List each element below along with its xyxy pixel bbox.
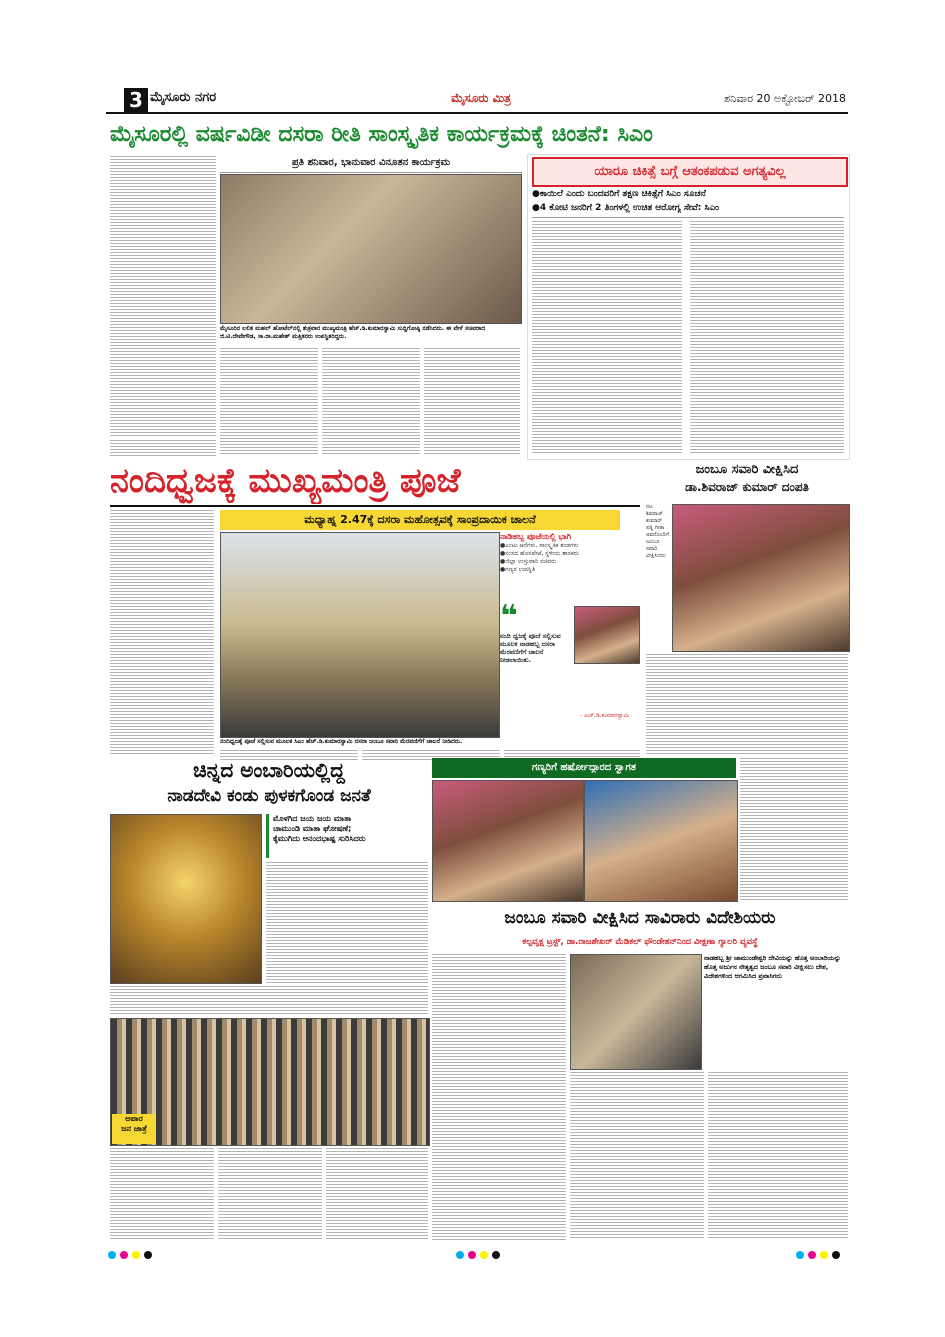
story2-bullet2: ●4 ಕೋಟಿ ಜನರಿಗೆ 2 ತಿಂಗಳಲ್ಲಿ ಉಚಿತ ಆರೋಗ್ಯ ಸೇವೆ: ಸಿಎಂ (532, 203, 720, 213)
story2-headline: ಯಾರೂ ಚಿಕಿತ್ಸೆ ಬಗ್ಗೆ ಆತಂಕಪಡುವ ಅಗತ್ಯವಿಲ್ಲ (532, 157, 848, 187)
story7-caption: ನಾಡಹಬ್ಬ ಶ್ರೀ ಚಾಮುಂಡೇಶ್ವರಿ ದೇವಿಯನ್ನು ಹೊತ್ತ ಅಂಬಾರಿಯನ್ನು ಹೊತ್ತ ಅರ್ಜುನ ನೇತೃತ್ವದ ಜಂಬೂ ಸವಾರಿ ವೀಕ್ಷಿಸಲು ದೇಶ, ವಿದೇಶಗಳಿಂದ ಆಗಮಿಸಿದ ಪ್ರವಾಸಿಗರು (704, 954, 841, 980)
story4-headline-line2: ಡಾ.ಶಿವರಾಜ್ ಕುಮಾರ್ ದಂಪತಿ (685, 480, 809, 494)
story7-body-col2 (570, 1072, 704, 1240)
story3-side-item-4: ●ಗಣ್ಯರ ಉಪಸ್ಥಿತಿ (500, 566, 536, 573)
story1-caption: ಮೈಸೂರಿನ ಲಲಿತ ಮಹಲ್ ಹೋಟೆಲ್‌ನಲ್ಲಿ ಶುಕ್ರವಾರ ಮುಖ್ಯಮಂತ್ರಿ ಹೆಚ್.ಡಿ.ಕುಮಾರಸ್ವಾಮಿ ಸುದ್ದಿಗೋಷ್ಠಿ ನಡೆಸಿದರು. ಈ ವೇಳೆ ಸಚಿವರಾದ ಜಿ.ಟಿ.ದೇವೇಗೌಡ, ಸಾ.ರಾ.ಮಹೇಶ್ ಮತ್ತಿತರರು ಉಪಸ್ಥಿತರಿದ್ದರು. (220, 325, 486, 340)
story5-body-col4 (326, 1148, 428, 1240)
story5-headline-line1: ಚಿನ್ನದ ಅಂಬಾರಿಯಲ್ಲಿದ್ದ (193, 758, 345, 782)
story7-subhead: ಕಲ್ಪವೃಕ್ಷ ಟ್ರಸ್ಟ್, ಡಾ.ರಾಜಶೇಖರ್ ಮೆಡಿಕಲ್ ಫೌಂಡೇಶನ್‌ನಿಂದ ವೀಕ್ಷಣಾ ಗ್ಯಾಲರಿ ವ್ಯವಸ್ಥೆ (522, 937, 758, 947)
story6-body (740, 758, 848, 900)
story6-photo-2 (584, 780, 738, 902)
story1-body-col1 (110, 156, 216, 436)
story4-headline-line1: ಜಂಬೂ ಸವಾರಿ ವೀಕ್ಷಿಸಿದ (695, 462, 799, 477)
story3-side-item-2: ●ಸಂಸದ ಹೊಸಪೇಟೆ, ಸ್ಥಳೀಯ ಶಾಸಕರು (500, 550, 579, 557)
story3-body-col1 (110, 510, 214, 754)
story1-body-col4 (424, 348, 520, 456)
story7-photo (570, 954, 702, 1070)
story1-body-col1b (110, 440, 216, 458)
story1-body-col2 (220, 348, 318, 456)
story5-subhead-line3: ಕೈಮುಗಿದು ಆನಂದಭಾಷ್ಪ ಸುರಿಸಿದರು (273, 834, 366, 843)
story1-headline: ಮೈಸೂರಲ್ಲಿ ವರ್ಷವಿಡೀ ದಸರಾ ರೀತಿ ಸಾಂಸ್ಕೃತಿಕ ಕಾರ್ಯಕ್ರಮಕ್ಕೆ ಚಿಂತನೆ: ಸಿಎಂ (110, 122, 653, 147)
story5-photo-tag (112, 1114, 156, 1144)
story3-portrait (574, 606, 640, 664)
story5-subhead-line2: ಚಾಮುಂಡಿ ಮಾತಾ ಘೋಷಣೆ; (273, 824, 352, 833)
registration-marks-right (796, 1244, 844, 1263)
story1-body-col3 (322, 348, 420, 456)
story3-photo (220, 532, 500, 738)
story2-body-col1 (532, 221, 682, 455)
story5-body-col2 (110, 1148, 214, 1240)
story5-photo-tag-line2: ಜನ ಜಾತ್ರೆ (121, 1124, 147, 1133)
story4-body (646, 654, 848, 754)
story3-side-item-3: ●ಜಿಲ್ಲಾ ಉಸ್ತುವಾರಿ ಸಚಿವರು (500, 558, 557, 565)
story3-subhead: ಮಧ್ಯಾಹ್ನ 2.47ಕ್ಕೆ ದಸರಾ ಮಹೋತ್ಸವಕ್ಕೆ ಸಾಂಪ್ರದಾಯಿಕ ಚಾಲನೆ (220, 510, 620, 530)
story2-bullet1: ●ಕಾಯಿಲೆ ಎಂದು ಬಂದವರಿಗೆ ತಕ್ಷಣ ಚಿಕಿತ್ಸೆಗೆ ಸಿಎಂ ಸೂಚನೆ (532, 189, 706, 199)
story5-photo-tag-line1: ಅಪಾರ (125, 1114, 143, 1123)
story5-body-col0 (110, 986, 428, 1014)
story2-box (527, 154, 850, 460)
story2-rule (532, 217, 844, 218)
story4-caption: ನಟ ಶಿವರಾಜ್ ಕುಮಾರ್ ಪತ್ನಿ ಗೀತಾ ಅವರೊಂದಿಗೆ ಜಂಬೂ ಸವಾರಿ ವೀಕ್ಷಿಸಿದರು (646, 504, 669, 559)
story3-headline: ನಂದಿಧ್ವಜಕ್ಕೆ ಮುಖ್ಯಮಂತ್ರಿ ಪೂಜೆ (110, 461, 461, 501)
story5-photo-ambari (110, 814, 262, 984)
story4-photo (672, 504, 850, 652)
story3-caption: ನಂದಿಧ್ವಜಕ್ಕೆ ಪೂಜೆ ಸಲ್ಲಿಸುವ ಮೂಲಕ ಸಿಎಂ ಹೆಚ್.ಡಿ.ಕುಮಾರಸ್ವಾಮಿ ದಸರಾ ಜಂಬೂ ಸವಾರಿ ಮೆರವಣಿಗೆಗೆ ಚಾಲನೆ ನೀಡಿದರು. (220, 738, 463, 745)
page-header (106, 86, 848, 114)
masthead: ಮೈಸೂರು ಮಿತ್ರ (451, 91, 511, 105)
registration-marks-center (456, 1244, 504, 1263)
story3-side-item-1: ●ಎಂಟು ಆನೆಗಳು, ಸಾಂಸ್ಕೃತಿಕ ತಂಡಗಳು (500, 542, 579, 549)
header-rule (106, 112, 848, 114)
story7-body-col1 (432, 954, 566, 1240)
story3-quote-author: - ಎಚ್.ಡಿ.ಕುಮಾರಸ್ವಾಮಿ (580, 712, 630, 719)
story2-body-col2 (690, 221, 844, 455)
section-label: ಮೈಸೂರು ನಗರ (150, 90, 217, 105)
page-number: 3 (124, 88, 148, 112)
story5-headline-line2: ನಾಡದೇವಿ ಕಂಡು ಪುಳಕಗೊಂಡ ಜನತೆ (167, 786, 371, 806)
story5-body-col3 (218, 1148, 322, 1240)
quote-icon: ❝ (500, 599, 518, 634)
story5-subhead-box (266, 814, 435, 858)
story5-body-col1 (266, 862, 428, 984)
story7-body-col3 (708, 1072, 848, 1240)
story3-rule (110, 505, 640, 507)
story3-side-title: ನಾಡಿಹಬ್ಬ ಪೂಜೆಯಲ್ಲಿ ಭಾಗಿ (500, 532, 572, 541)
story7-headline: ಜಂಬೂ ಸವಾರಿ ವೀಕ್ಷಿಸಿದ ಸಾವಿರಾರು ವಿದೇಶಿಯರು (504, 908, 776, 928)
story3-quote: ನಂದಿ ಧ್ವಜಕ್ಕೆ ಪೂಜೆ ಸಲ್ಲಿಸುವ ಮೂಲಕ ನಾಡಹಬ್ಬ ದಸರಾ ಮೆರವಣಿಗೆಗೆ ಚಾಲನೆ ನೀಡಲಾಯಿತು. (500, 632, 561, 664)
registration-marks-left (108, 1244, 156, 1263)
story6-photo-1 (432, 780, 584, 902)
story1-photo (220, 174, 522, 324)
page-date: ಶನಿವಾರ 20 ಅಕ್ಟೋಬರ್ 2018 (724, 92, 846, 105)
story1-subhead: ಪ್ರತಿ ಶನಿವಾರ, ಭಾನುವಾರ ವಿನೂತನ ಕಾರ್ಯಕ್ರಮ (220, 154, 522, 173)
story3-side-box (500, 532, 640, 602)
story5-subhead-line1: ಮೊಳಗಿದ ಜಯ ಜಯ ಮಾತಾ (273, 814, 352, 823)
story6-banner: ಗಣ್ಯರಿಗೆ ಹರ್ಷೋದ್ಗಾರದ ಸ್ವಾಗತ (432, 758, 736, 778)
story5-photo-crowd (110, 1018, 430, 1146)
